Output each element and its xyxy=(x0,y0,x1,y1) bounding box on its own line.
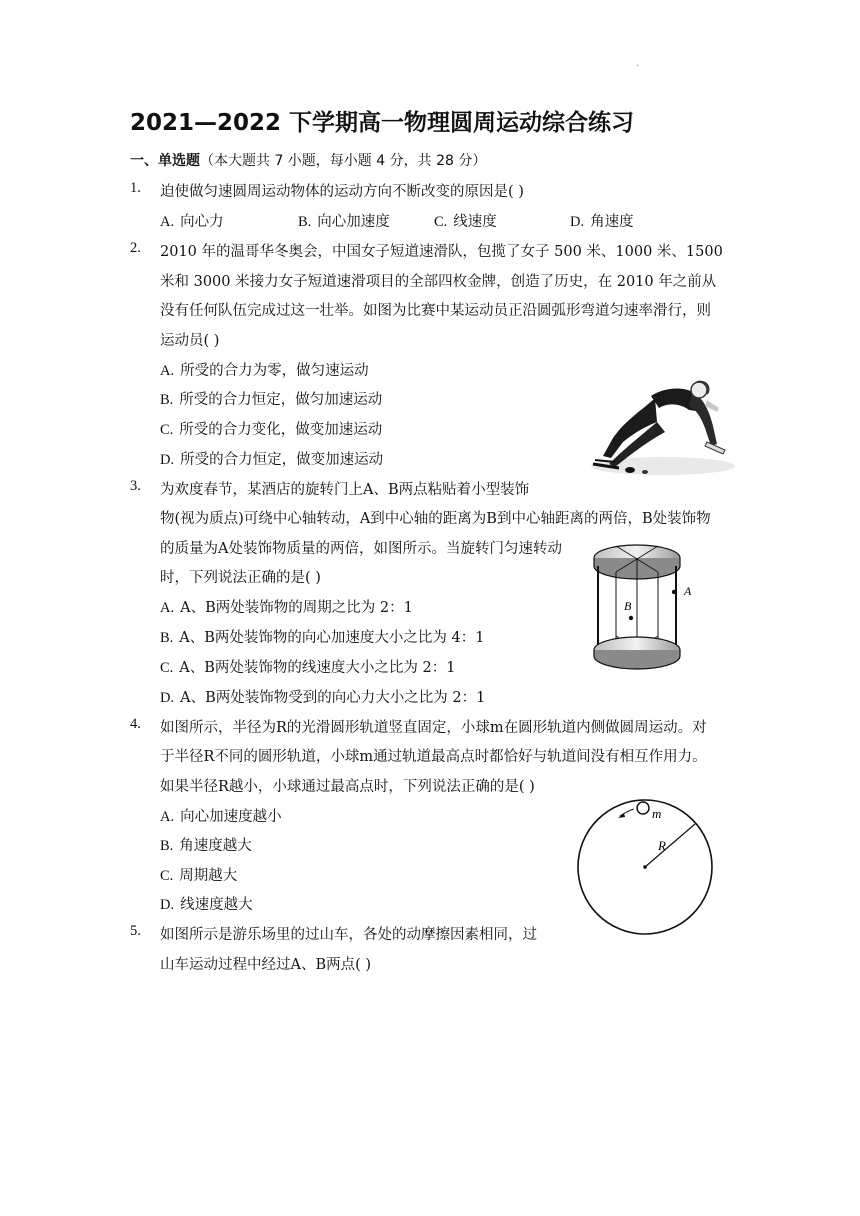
question-1-option-d: D. 角速度 xyxy=(570,214,634,230)
question-4-option-c: C. 周期越大 xyxy=(160,868,238,884)
question-5-number: 5. xyxy=(130,923,141,939)
question-4-number: 4. xyxy=(130,716,141,732)
question-3-number: 3. xyxy=(130,478,141,494)
section-note: （本大题共 7 小题，每小题 4 分，共 28 分） xyxy=(200,153,487,169)
question-1-number: 1. xyxy=(130,180,141,196)
question-2-stem-line: 米和 3000 米接力女子短道速滑项目的全部四枚金牌，创造了历史，在 2010 年之前从 xyxy=(160,274,717,290)
question-4-option-a: A. 向心加速度越小 xyxy=(160,809,282,825)
question-4-stem-line: 于半径R不同的圆形轨道，小球m通过轨道最高点时都恰好与轨道间没有相互作用力。 xyxy=(160,749,707,765)
header-dot: . xyxy=(636,58,639,69)
question-4-option-b: B. 角速度越大 xyxy=(160,838,252,854)
question-3-option-a: A. A、B两处装饰物的周期之比为 2：1 xyxy=(160,600,413,616)
question-2-number: 2. xyxy=(130,240,141,256)
point-a-label: A xyxy=(684,584,692,598)
page-title: 2021—2022 下学期高一物理圆周运动综合练习 xyxy=(130,110,635,136)
question-5-stem-line: 山车运动过程中经过A、B两点( ) xyxy=(160,957,372,973)
point-b-label: B xyxy=(624,599,632,613)
ball-m-label: m xyxy=(652,806,662,821)
question-2-option-a: A. 所受的合力为零，做匀速运动 xyxy=(160,363,369,379)
question-3-stem-line: 物(视为质点)可绕中心轴转动，A到中心轴的距离为B到中心轴距离的两倍，B处装饰物 xyxy=(160,511,711,527)
question-3-option-d: D. A、B两处装饰物受到的向心力大小之比为 2：1 xyxy=(160,690,486,706)
question-5-stem-line: 如图所示是游乐场里的过山车，各处的动摩擦因素相同，过 xyxy=(160,927,537,943)
question-3-stem-line: 的质量为A处装饰物质量的两倍，如图所示。当旋转门匀速转动 xyxy=(160,541,562,557)
question-2-option-c: C. 所受的合力变化，做变加速运动 xyxy=(160,422,383,438)
question-3-stem-line: 为欢度春节，某酒店的旋转门上A、B两点粘贴着小型装饰 xyxy=(160,482,530,498)
section-label: 一、单选题 xyxy=(130,153,200,169)
question-1-option-c: C. 线速度 xyxy=(434,214,497,230)
circular-track-figure xyxy=(574,796,718,940)
question-3-stem-line: 时，下列说法正确的是( ) xyxy=(160,570,321,586)
speed-skater-figure xyxy=(585,378,740,478)
question-2-option-d: D. 所受的合力恒定，做变加速运动 xyxy=(160,452,384,468)
question-4-stem-line: 如果半径R越小，小球通过最高点时，下列说法正确的是( ) xyxy=(160,779,535,795)
radius-r-label: R xyxy=(658,838,666,853)
question-2-option-b: B. 所受的合力恒定，做匀加速运动 xyxy=(160,392,383,408)
question-4-option-d: D. 线速度越大 xyxy=(160,897,253,913)
question-1-stem: 迫使做匀速圆周运动物体的运动方向不断改变的原因是( ) xyxy=(160,184,524,200)
question-1-option-b: B. 向心加速度 xyxy=(298,214,390,230)
question-3-option-c: C. A、B两处装饰物的线速度大小之比为 2：1 xyxy=(160,660,456,676)
question-2-stem-line: 没有任何队伍完成过这一壮举。如图为比赛中某运动员正沿圆弧形弯道匀速率滑行，则 xyxy=(160,303,711,319)
question-3-option-b: B. A、B两处装饰物的向心加速度大小之比为 4：1 xyxy=(160,630,485,646)
revolving-door-figure xyxy=(590,538,702,678)
question-2-stem-line: 2010 年的温哥华冬奥会，中国女子短道速滑队，包揽了女子 500 米、1000 米、1500 xyxy=(160,244,723,260)
question-1-option-a: A. 向心力 xyxy=(160,214,224,230)
question-4-stem-line: 如图所示，半径为R的光滑圆形轨道竖直固定，小球m在圆形轨道内侧做圆周运动。对 xyxy=(160,720,707,736)
section-heading xyxy=(130,150,486,170)
question-2-stem-line: 运动员( ) xyxy=(160,333,220,349)
